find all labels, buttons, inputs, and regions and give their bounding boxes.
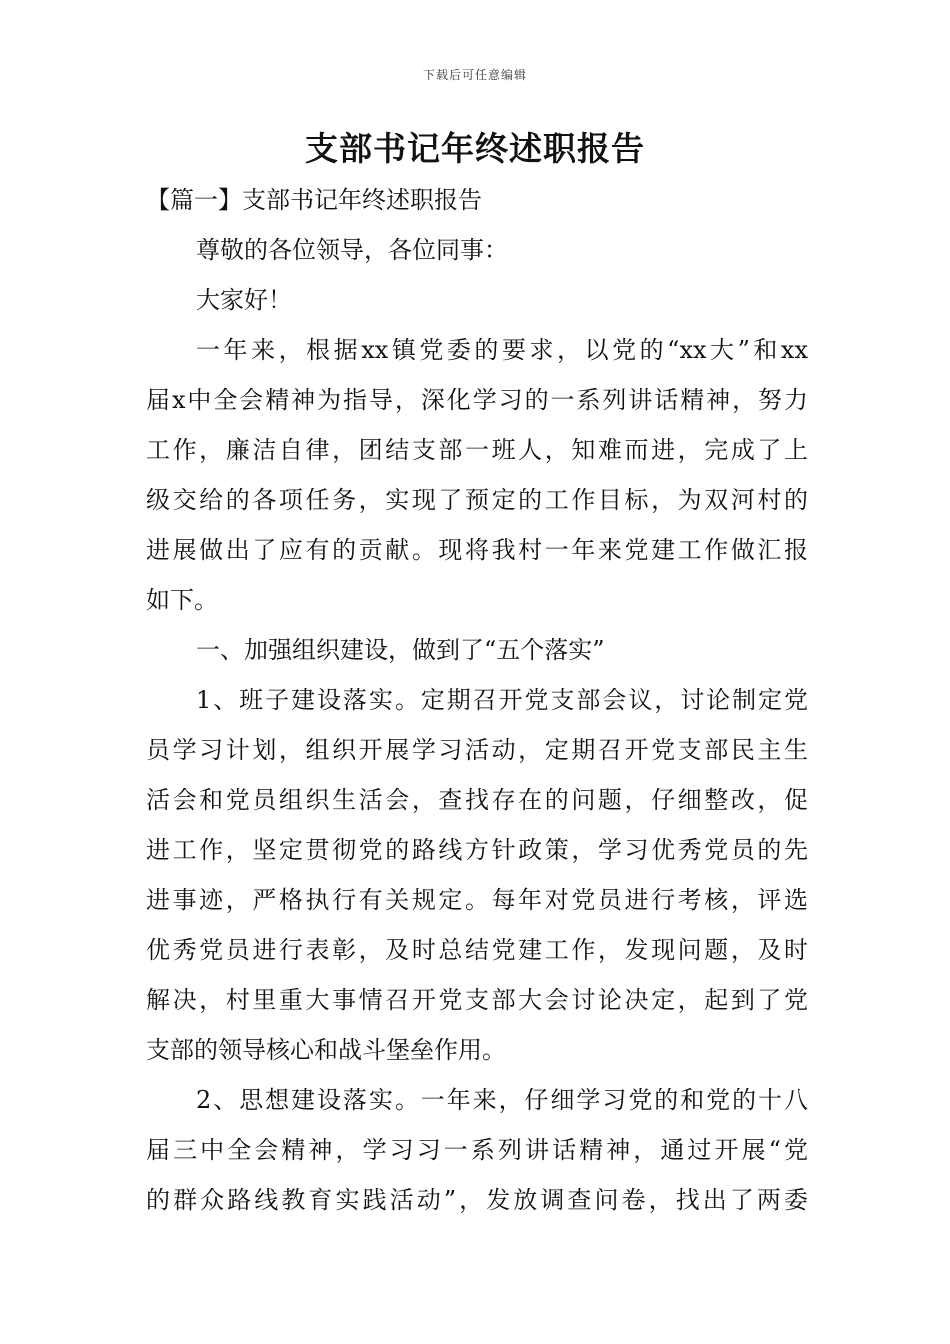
body-text-line: 如下。 (146, 586, 218, 614)
body-text-line: 支部的领导核心和战斗堡垒作用。 (146, 1036, 506, 1064)
body-text-line: 1、班子建设落实。定期召开党支部会议，讨论制定党 (196, 686, 808, 714)
body-text-line: 进展做出了应有的贡献。现将我村一年来党建工作做汇报 (146, 536, 808, 564)
body-text-line: 解决，村里重大事情召开党支部大会讨论决定，起到了党 (146, 986, 808, 1014)
document-body (146, 175, 808, 1225)
body-text-line: 的群众路线教育实践活动”，发放调查问卷，找出了两委 (146, 1186, 808, 1214)
body-text-line: 大家好！ (196, 286, 292, 314)
body-text-line: 一、加强组织建设，做到了“五个落实” (196, 636, 605, 664)
document-title: 支部书记年终述职报告 (305, 129, 645, 168)
body-text-line: 优秀党员进行表彰，及时总结党建工作，发现问题，及时 (146, 936, 808, 964)
header-note: 下载后可任意编辑 (422, 68, 527, 82)
body-text-line: 2、思想建设落实。一年来，仔细学习党的和党的十八 (196, 1086, 808, 1114)
body-text-line: 工作，廉洁自律，团结支部一班人，知难而进，完成了上 (146, 436, 808, 464)
body-text-line: 一年来，根据xx镇党委的要求，以党的“xx大”和xx (196, 336, 808, 364)
body-text-line: 尊敬的各位领导，各位同事： (196, 236, 508, 264)
body-text-line: 进事迹，严格执行有关规定。每年对党员进行考核，评选 (146, 886, 808, 914)
body-text-line: 【篇一】支部书记年终述职报告 (146, 186, 482, 214)
body-text-line: 员学习计划，组织开展学习活动，定期召开党支部民主生 (146, 736, 808, 764)
body-text-line: 级交给的各项任务，实现了预定的工作目标，为双河村的 (146, 486, 808, 514)
body-text-line: 届三中全会精神，学习习一系列讲话精神，通过开展“党 (146, 1136, 808, 1164)
body-text-line: 活会和党员组织生活会，查找存在的问题，仔细整改，促 (146, 786, 808, 814)
body-text-line: 进工作，坚定贯彻党的路线方针政策，学习优秀党员的先 (146, 836, 808, 864)
body-text-line: 届x中全会精神为指导，深化学习的一系列讲话精神，努力 (146, 386, 808, 414)
